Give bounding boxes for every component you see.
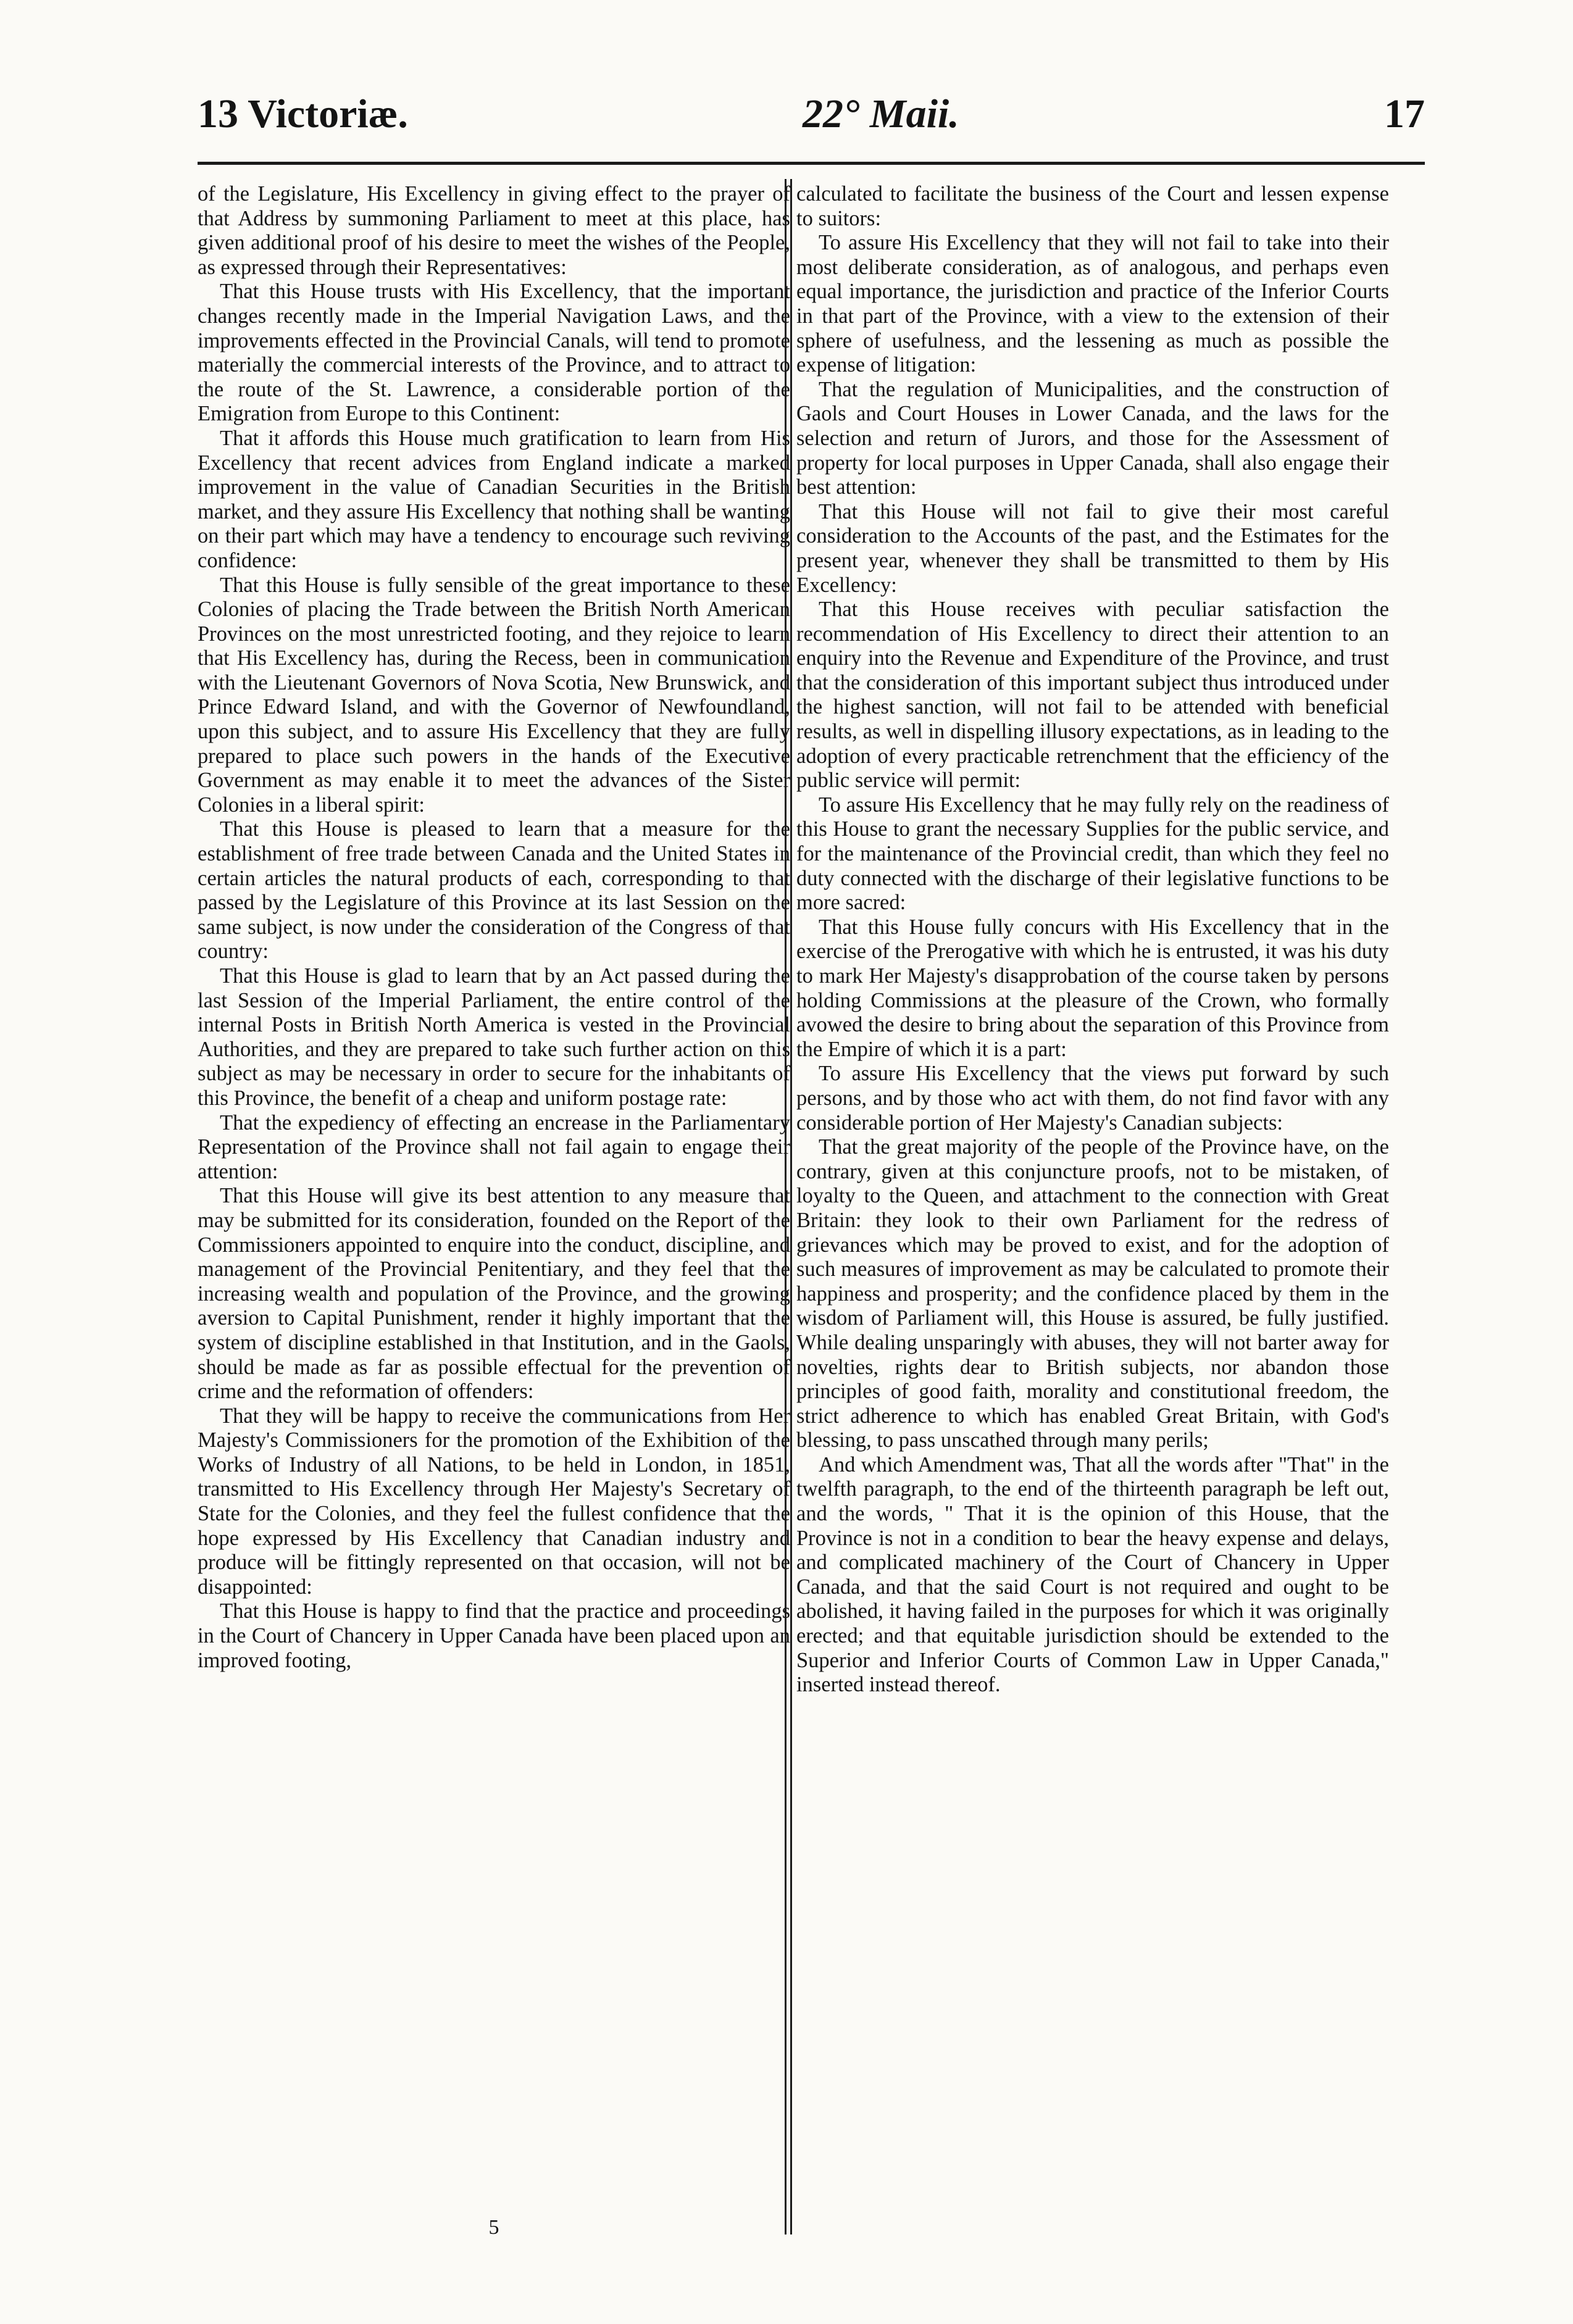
left-column: [198, 182, 790, 2238]
paragraph: To assure His Excellency that he may fully rely on the readiness of this House to grant the necessary Supplies for the public service, and for the maintenance of the Provincial credit, than which they feel no duty connected with the discharge of their legislative functions to be more sacred:: [796, 793, 1389, 915]
paragraph: That this House fully concurs with His Excellency that in the exercise of the Prerogative with which he is entrusted, it was his duty to mark Her Majesty's disapprobation of the course taken by persons holding Commissions at the pleasure of the Crown, who formally avowed the desire to bring about the separation of this Province from the Empire of which it is a part:: [796, 915, 1389, 1061]
paragraph: That the expediency of effecting an encrease in the Parliamentary Representation of the Province shall not fail again to engage their attention:: [198, 1110, 790, 1183]
paragraph: That they will be happy to receive the communications from Her Majesty's Commissioners for the promotion of the Exhibition of the Works of Industry of all Nations, to be held in London, in 1851, transmitted to His Excellency through Her Majesty's Secretary of State for the Colonies, and they feel the fullest confidence that the hope expressed by His Excellency that Canadian industry and produce will be fittingly represented on that occasion, will not be disappointed:: [198, 1404, 790, 1599]
paragraph: That this House is pleased to learn that a measure for the establishment of free trade between Canada and the United States in certain articles the natural products of each, corresponding to that passed by the Legislature of this Province at its last Session on the same subject, is now under the consideration of the Congress of that country:: [198, 817, 790, 964]
date-label: 22° Maii.: [803, 91, 959, 136]
paragraph: That this House is glad to learn that by an Act passed during the last Session of the Imperial Parliament, the entire control of the internal Posts in British North America is vested in the Provincial Authorities, and they are prepared to take such further action on this subject as may be necessary in order to secure for the inhabitants of this Province, the benefit of a cheap and uniform postage rate:: [198, 964, 790, 1110]
paragraph: That this House is happy to find that the practice and proceedings in the Court of Chancery in Upper Canada have been placed upon an improved footing,: [198, 1599, 790, 1672]
paragraph: That this House trusts with His Excellency, that the important changes recently made in the Imperial Navigation Laws, and the improvements effected in the Provincial Canals, will tend to promote materially the commercial interests of the Province, and to attract to the route of the St. Lawrence, a considerable portion of the Emigration from Europe to this Continent:: [198, 280, 790, 426]
paragraph: That it affords this House much gratification to learn from His Excellency that recent advices from England indicate a marked improvement in the value of Canadian Securities in the British market, and they assure His Excellency that nothing shall be wanting on their part which may have a tendency to encourage such reviving confidence:: [198, 426, 790, 572]
right-column: [796, 182, 1389, 2238]
session-label: 13 Victoriæ.: [198, 91, 408, 136]
signature-mark: [198, 2216, 790, 2239]
paragraph: That this House is fully sensible of the great importance to these Colonies of placing the Trade between the British North American Provinces on the most unrestricted footing, and they rejoice to learn that His Excellency has, during the Recess, been in communication with the Lieutenant Governors of Nova Scotia, New Brunswick, and Prince Edward Island, and with the Governor of Newfoundland, upon this subject, and to assure His Excellency that they are fully prepared to place such powers in the hands of the Executive Government as may enable it to meet the advances of the Sister Colonies in a liberal spirit:: [198, 573, 790, 817]
paragraph: And which Amendment was, That all the words after "That" in the twelfth paragraph, to the end of the thirteenth paragraph be left out, and the words, " That it is the opinion of this House, that the Province is not in a condition to bear the heavy expense and delays, and complicated machinery of the Court of Chancery in Upper Canada, and that the said Court is not required and ought to be abolished, it having failed in the purposes for which it was originally erected; and that equitable jurisdiction should be extended to the Superior and Inferior Courts of Common Law in Upper Canada," inserted instead thereof.: [796, 1452, 1389, 1697]
paragraph: That the great majority of the people of the Province have, on the contrary, given at this conjuncture proofs, not to be mistaken, of loyalty to the Queen, and attachment to the connection with Great Britain: they look to their own Parliament for the redress of grievances which may be proved to exist, and for the adoption of such measures of improvement as may be calculated to promote their happiness and prosperity; and the confidence placed by them in the wisdom of Parliament will, this House is assured, be fully justified. While dealing unsparingly with abuses, they will not barter away for novelties, rights dear to British subjects, nor abandon those principles of good faith, morality and constitutional freedom, the strict adherence to which has enabled Great Britain, with God's blessing, to pass unscathed through many perils;: [796, 1135, 1389, 1452]
paragraph: That this House will not fail to give their most careful consideration to the Accounts of the past, and the Estimates for the present year, whenever they shall be transmitted to them by His Excellency:: [796, 499, 1389, 597]
paragraph: That the regulation of Municipalities, and the construction of Gaols and Court Houses in Lower Canada, and the laws for the selection and return of Jurors, and those for the Assessment of property for local purposes in Upper Canada, shall also engage their best attention:: [796, 377, 1389, 499]
page-number: 17: [1384, 91, 1425, 136]
paragraph: of the Legislature, His Excellency in giving effect to the prayer of that Address by summoning Parliament to meet at this place, has given additional proof of his desire to meet the wishes of the People, as expressed through their Representatives:: [198, 182, 790, 279]
page-header: [198, 86, 1425, 142]
header-rule: [198, 162, 1425, 165]
column-divider: [785, 179, 792, 2234]
signature-number: 5: [488, 2216, 499, 2239]
paragraph: That this House will give its best attention to any measure that may be submitted for its consideration, founded on the Report of the Commissioners appointed to enquire into the conduct, discipline, and management of the Provincial Penitentiary, and they feel that the increasing wealth and population of the Province, and the growing aversion to Capital Punishment, render it highly important that the system of discipline established in that Institution, and in the Gaols, should be made as far as possible effectual for the prevention of crime and the reformation of offenders:: [198, 1184, 790, 1404]
paragraph: calculated to facilitate the business of the Court and lessen expense to suitors:: [796, 182, 1389, 230]
paragraph: That this House receives with peculiar satisfaction the recommendation of His Excellency to direct their attention to an enquiry into the Revenue and Expenditure of the Province, and trust that the consideration of this important subject thus introduced under the highest sanction, will not fail to be attended with beneficial results, as well in dispelling illusory expectations, as in leading to the adoption of every practicable retrenchment that the efficiency of the public service will permit:: [796, 598, 1389, 793]
paragraph: To assure His Excellency that the views put forward by such persons, and by those who act with them, do not find favor with any considerable portion of Her Majesty's Canadian subjects:: [796, 1062, 1389, 1135]
paragraph: To assure His Excellency that they will not fail to take into their most deliberate consideration, as of analogous, and perhaps even equal importance, the jurisdiction and practice of the Inferior Courts in that part of the Province, with a view to the extension of their sphere of usefulness, and the lessening as much as possible the expense of litigation:: [796, 231, 1389, 377]
